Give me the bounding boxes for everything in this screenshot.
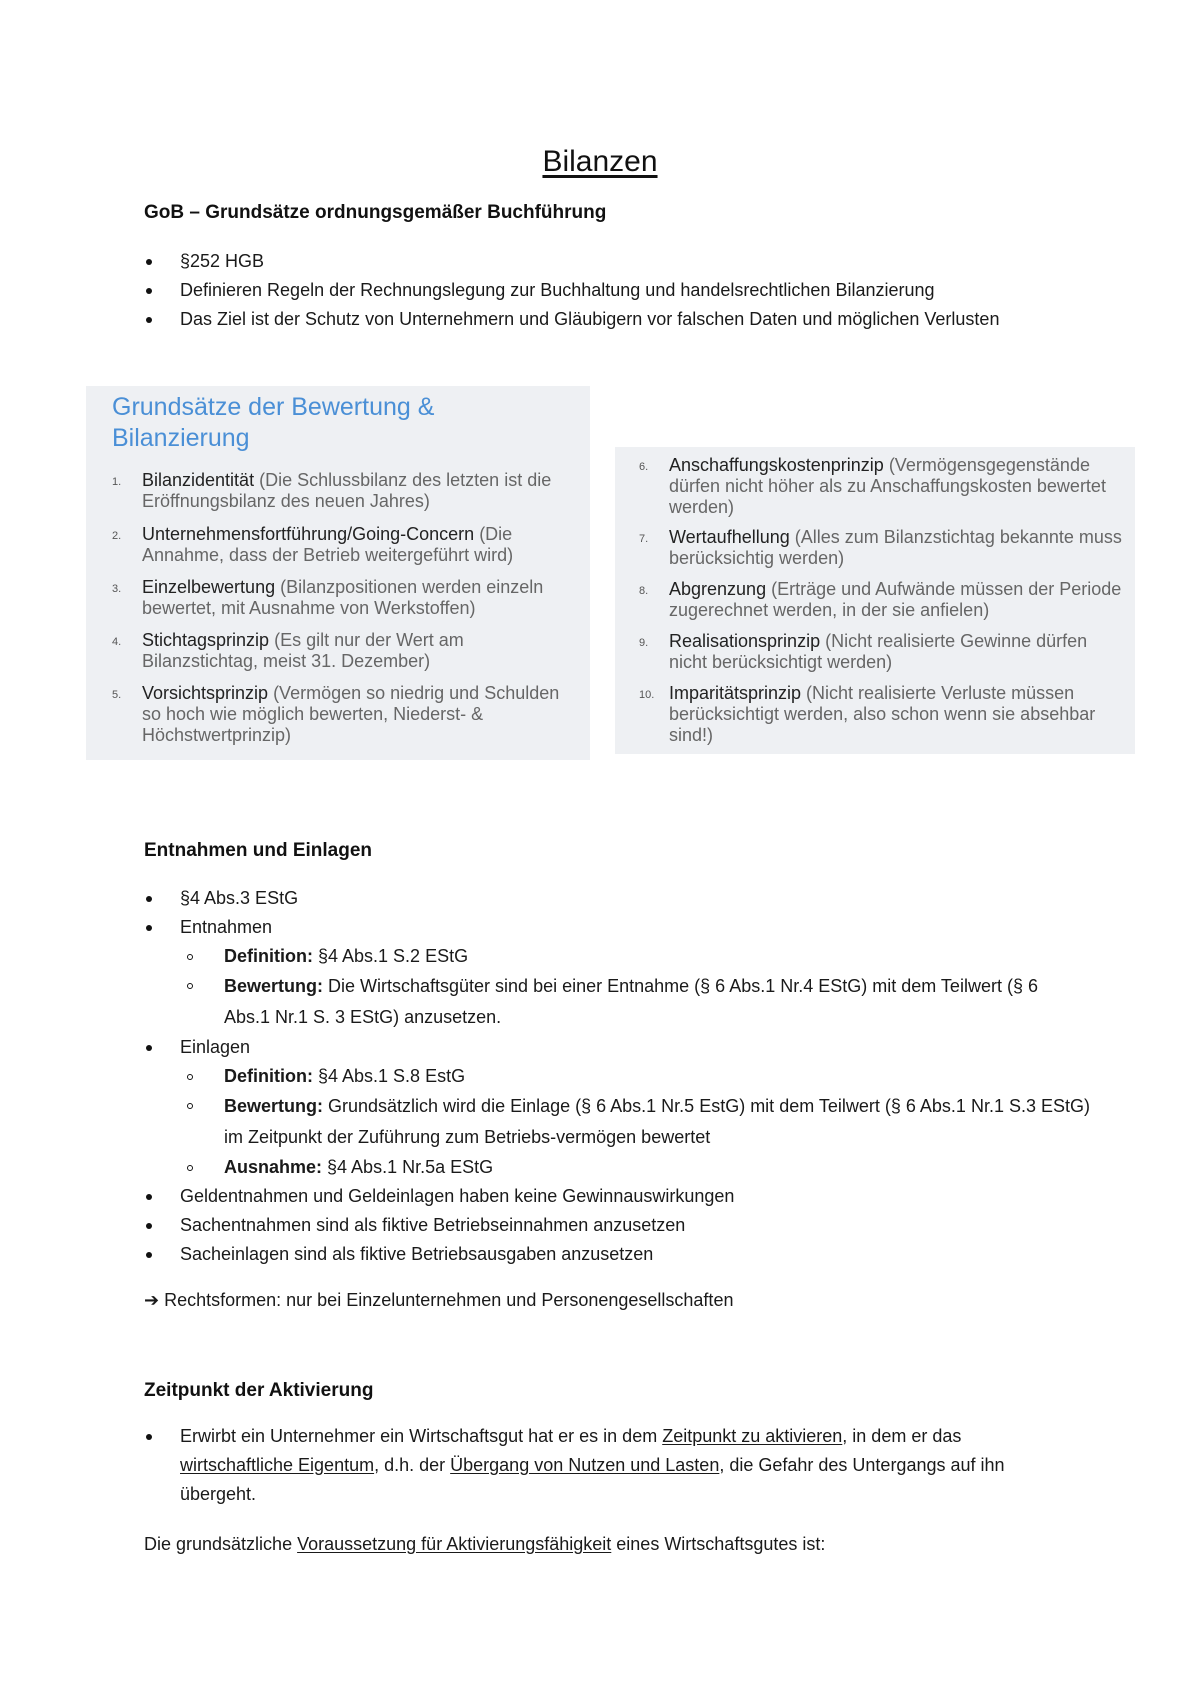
principle-number: 7. <box>639 533 649 545</box>
principle-item <box>639 579 1129 621</box>
principle-term: Bilanzidentität <box>142 470 255 490</box>
principle-desc: (Nicht realisierte Verluste müssen berücksichtigt werden, also schon wenn sie absehbar sind!) <box>669 683 1096 745</box>
gob-list <box>144 247 1064 334</box>
principle-desc: (Nicht realisierte Gewinne dürfen nicht berücksichtigt werden) <box>669 631 1088 672</box>
principle-term: Stichtagsprinzip <box>142 630 270 650</box>
aktivierung-list <box>144 1422 1064 1509</box>
list-item: Das Ziel ist der Schutz von Unternehmern und Gläubigern vor falschen Daten und möglichen Verlusten <box>144 305 1040 334</box>
label: Bewertung: <box>224 976 323 996</box>
principle-desc: (Es gilt nur der Wert am Bilanzstichtag, meist 31. Dezember) <box>142 630 464 671</box>
principle-number: 9. <box>639 637 649 649</box>
principle-number: 5. <box>112 689 122 701</box>
label: Rechtsformen: <box>164 1290 282 1310</box>
principle-desc: (Bilanzpositionen werden einzeln bewertet, mit Ausnahme von Werkstoffen) <box>142 577 544 618</box>
label: Bewertung: <box>224 1096 323 1116</box>
principle-term: Anschaffungskostenprinzip <box>669 455 884 475</box>
voraussetzung-paragraph <box>144 1530 1084 1559</box>
principle-item <box>112 524 572 566</box>
list-item: §252 HGB <box>144 247 1064 276</box>
principle-term: Imparitätsprinzip <box>669 683 802 703</box>
list-item: Definieren Regeln der Rechnungslegung zur Buchhaltung und handelsrechtlichen Bilanzierung <box>144 276 1064 305</box>
underlined-text: Zeitpunkt zu aktivieren <box>662 1426 843 1446</box>
text: Die Wirtschaftsgüter sind bei einer Entnahme (§ 6 Abs.1 Nr.4 EStG) mit dem Teilwert (§ 6 Abs.1 Nr.1 S. 3 EStG) anzusetzen. <box>224 976 1038 1027</box>
principle-term: Abgrenzung <box>669 579 767 599</box>
sub-list-item <box>144 1062 1064 1091</box>
entnahmen-heading: Entnahmen und Einlagen <box>144 840 373 861</box>
document-title: Bilanzen <box>542 145 658 178</box>
principle-desc: (Vermögen so niedrig und Schulden so hoch wie möglich bewerten, Niederst- & Höchstwertprinzip) <box>142 683 560 745</box>
principle-number: 6. <box>639 461 649 473</box>
principle-number: 2. <box>112 530 122 542</box>
principle-number: 3. <box>112 583 122 595</box>
principle-number: 8. <box>639 585 649 597</box>
text: Die grundsätzliche <box>144 1534 298 1554</box>
text: , d.h. der <box>374 1455 451 1475</box>
underlined-text: Übergang von Nutzen und Lasten <box>450 1455 720 1475</box>
principle-number: 1. <box>112 476 122 488</box>
underlined-text: wirtschaftliche Eigentum <box>180 1455 375 1475</box>
list-item: Sachentnahmen sind als fiktive Betriebseinnahmen anzusetzen <box>144 1211 1064 1240</box>
principle-item <box>112 630 572 672</box>
principle-desc: (Alles zum Bilanzstichtag bekannte muss berücksichtig werden) <box>669 527 1122 568</box>
principle-item <box>639 631 1129 673</box>
text: §4 Abs.1 S.2 EStG <box>312 946 469 966</box>
principle-desc: (Die Schlussbilanz des letzten ist die Eröffnungsbilanz des neuen Jahres) <box>142 470 552 511</box>
list-item: Einlagen <box>144 1033 1064 1062</box>
label: Definition: <box>224 1066 313 1086</box>
list-item <box>144 1422 1070 1509</box>
sub-list-item <box>144 942 1064 971</box>
gob-heading: GoB – Grundsätze ordnungsgemäßer Buchführung <box>144 202 607 223</box>
list-item: §4 Abs.3 EStG <box>144 884 1064 913</box>
list-item: Sacheinlagen sind als fiktive Betriebsausgaben anzusetzen <box>144 1240 1064 1269</box>
principles-image-left <box>86 386 590 760</box>
principle-term: Wertaufhellung <box>669 527 790 547</box>
label: Ausnahme: <box>224 1157 323 1177</box>
text: §4 Abs.1 S.8 EstG <box>312 1066 466 1086</box>
text: , die Gefahr des Untergangs auf ihn übergeht. <box>180 1455 1005 1504</box>
sub-list-item <box>144 1153 1064 1182</box>
arrow-icon: ➔ <box>144 1290 160 1310</box>
principles-image-right <box>615 447 1135 754</box>
principle-item <box>112 683 572 746</box>
aktivierung-heading: Zeitpunkt der Aktivierung <box>144 1380 374 1401</box>
principle-term: Realisationsprinzip <box>669 631 821 651</box>
principle-term: Vorsichtsprinzip <box>142 683 269 703</box>
principle-item <box>112 470 572 512</box>
rechtsformen-note <box>144 1286 1084 1315</box>
list-item: Geldentnahmen und Geldeinlagen haben keine Gewinnauswirkungen <box>144 1182 1064 1211</box>
label: Definition: <box>224 946 313 966</box>
principles-title: Grundsätze der Bewertung & Bilanzierung <box>112 393 435 452</box>
text: eines Wirtschaftsgutes ist: <box>611 1534 826 1554</box>
list-item: Entnahmen <box>144 913 1064 942</box>
principle-desc: (Erträge und Aufwände müssen der Periode zugerechnet werden, in der sie anfielen) <box>669 579 1122 620</box>
principle-term: Einzelbewertung <box>142 577 276 597</box>
sub-list-item <box>144 971 1074 1033</box>
text: §4 Abs.1 Nr.5a EStG <box>322 1157 494 1177</box>
principle-item <box>639 683 1129 746</box>
principle-number: 4. <box>112 636 122 648</box>
entnahmen-list <box>144 884 1090 1269</box>
text: Erwirbt ein Unternehmer ein Wirtschaftsgut hat er es in dem <box>180 1426 663 1446</box>
text: nur bei Einzelunternehmen und Personengesellschaften <box>281 1290 734 1310</box>
text: , in dem er das <box>842 1426 962 1446</box>
principle-desc: (Vermögensgegenstände dürfen nicht höher als zu Anschaffungskosten bewertet werden) <box>669 455 1106 517</box>
text: Grundsätzlich wird die Einlage (§ 6 Abs.1 Nr.5 EstG) mit dem Teilwert (§ 6 Abs.1 Nr.1 S.3 EStG) im Zeitpunkt der Zuführung zum Betriebs-vermögen bewertet <box>224 1096 1090 1147</box>
principle-term: Unternehmensfortführung/Going-Concern <box>142 524 475 544</box>
principle-item <box>639 455 1129 518</box>
principle-desc: (Die Annahme, dass der Betrieb weitergeführt wird) <box>142 524 514 565</box>
principle-item <box>639 527 1129 569</box>
principle-item <box>112 577 572 619</box>
principle-number: 10. <box>639 689 655 701</box>
sub-list-item <box>144 1091 1104 1153</box>
underlined-text: Voraussetzung für Aktivierungsfähigkeit <box>297 1534 612 1554</box>
